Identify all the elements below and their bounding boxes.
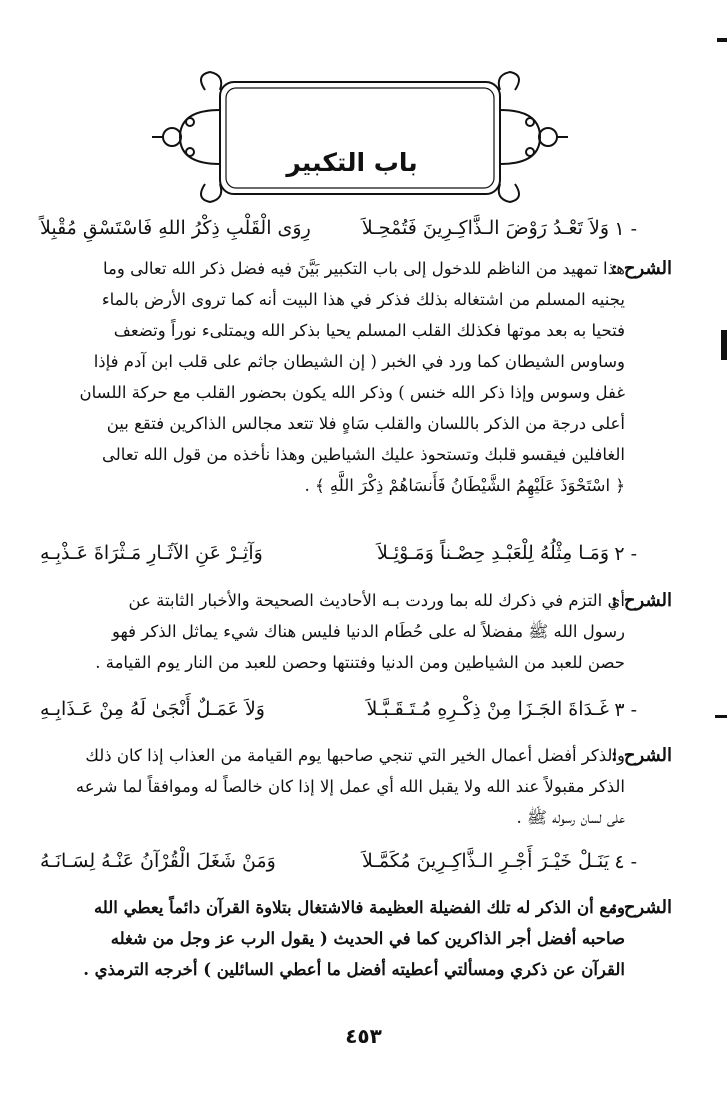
paragraph-line: الذكر مقبولاً عند الله ولا يقبل الله أي عمل إلا إذا كان خالصاً له وموافقاً لما شرعه xyxy=(75,777,625,796)
paragraph-line: أعلى درجة من الذكر باللسان والقلب سَاهٍ فلا تتعد مجالس الذاكرين فتقع بين xyxy=(106,414,625,433)
paragraph-line: هذا تمهيد من الناظم للدخول إلى باب التكبير بَيَّنَ فيه فضل ذكر الله تعالى وما xyxy=(103,259,625,278)
page-number: ٤٥٣ xyxy=(345,1024,382,1048)
explanation-paragraph xyxy=(60,740,625,833)
verse-right-hemistich: رِوَى الْقَلْبِ ذِكْرُ اللهِ فَاسْتَسْقِ مُقْبِلاً xyxy=(40,217,311,239)
verse-number: ٤ - xyxy=(614,851,637,873)
verse-line xyxy=(40,690,609,728)
verse-left-hemistich: وَلاَ تَعْـدُ رَوْضَ الـذَّاكِـرِينَ فَتُمْحِـلاَ xyxy=(361,217,609,239)
explanation-paragraph xyxy=(60,253,625,501)
paragraph-line: فتحيا به بعد موتها فكذلك القلب المسلم يحيا بذكر الله ويمتلىء نوراً وتضعف xyxy=(113,321,625,340)
paragraph-line: حصن للعبد من الشياطين ومن الدنيا وفتنتها وحصن للعبد من النار يوم القيامة . xyxy=(95,653,625,672)
verse-left-hemistich: يَنَـلْ خَيْـرَ أَجْـرِ الـذَّاكِـرِينَ مُكَمَّـلاَ xyxy=(361,850,609,872)
verse-line xyxy=(40,209,609,247)
verse-number: ١ - xyxy=(614,218,637,240)
paragraph-line: الغافلين فيقسو قلبك وتستحوذ عليك الشياطين وهذا نأخذه من قول الله تعالى xyxy=(102,445,625,464)
scan-edge-mark xyxy=(717,38,727,42)
paragraph-line: غفل وسوس وإذا ذكر الله خنس ) وذكر الله يكون بحضور القلب مع حركة اللسان xyxy=(79,383,625,402)
page-title: باب التكبير xyxy=(286,148,418,177)
verse-left-hemistich: وَمَـا مِثْلُهُ لِلْعَبْـدِ حِصْـناً وَمَـوْئِـلاَ xyxy=(376,542,609,564)
verse-right-hemistich: وَآثِـرْ عَنِ الآثَـارِ مَـثْرَاةَ عَـذْبِـهِ xyxy=(40,542,263,564)
verse-left-hemistich: غَـدَاةَ الجَـزَا مِنْ ذِكْـرِهِ مُـتَـقَـبَّـلاَ xyxy=(366,698,609,720)
scan-edge-mark xyxy=(715,715,727,718)
scan-edge-mark xyxy=(721,330,727,360)
explanation-label: الشرح : xyxy=(610,590,672,611)
explanation-paragraph xyxy=(60,892,625,985)
verse-line xyxy=(40,534,609,572)
paragraph-line: يجنيه المسلم من اشتغاله بذلك فذكر في هذا البيت أنه كما تروى الأرض بالماء xyxy=(101,290,625,309)
verse-right-hemistich: وَلاَ عَمَـلٌ أَنْجَىٰ لَهُ مِنْ عَـذَابِـهِ xyxy=(40,698,265,720)
paragraph-line: ومع أن الذكر له تلك الفضيلة العظيمة فالاشتغال بتلاوة القرآن دائماً يعطي الله xyxy=(93,898,625,917)
verse-right-hemistich: وَمَنْ شَغَلَ الْقُرْآنُ عَنْـهُ لِسَـانَـهُ xyxy=(40,850,276,872)
paragraph-line: ﴿ اسْتَحْوَذَ عَلَيْهِمُ الشَّيْطَانُ فَأَنسَاهُمْ ذِكْرَ اللَّهِ ﴾ . xyxy=(304,476,625,495)
paragraph-line: القرآن عن ذكري ومسألتي أعطيته أفضل ما أعطي السائلين ) أخرجه الترمذي . xyxy=(83,960,625,979)
explanation-label: الشرح : xyxy=(610,745,672,766)
paragraph-line: على لسان رسوله ﷺ . xyxy=(516,808,625,827)
verse-number: ٣ - xyxy=(614,699,637,721)
verse-line xyxy=(40,842,609,880)
explanation-paragraph xyxy=(60,585,625,678)
paragraph-line: والذكر أفضل أعمال الخير التي تنجي صاحبها يوم القيامة من العذاب إذا كان ذلك xyxy=(85,746,625,765)
paragraph-line: وساوس الشيطان كما ورد في الخبر ( إن الشيطان جاثم على قلب ابن آدم فإذا xyxy=(93,352,625,371)
verse-number: ٢ - xyxy=(614,543,637,565)
explanation-label: الشرح : xyxy=(610,258,672,279)
paragraph-line: صاحبه أفضل أجر الذاكرين كما في الحديث ( يقول الرب عز وجل من شغله xyxy=(110,929,625,948)
paragraph-line: أي التزم في ذكرك لله بما وردت بـه الأحاديث الصحيحة والأخبار الثابتة عن xyxy=(128,591,625,610)
explanation-label: الشرح : xyxy=(610,897,672,918)
paragraph-line: رسول الله ﷺ مفضلاً له على حُطَام الدنيا فليس هناك شيء يماثل الذكر فهو xyxy=(112,622,625,641)
